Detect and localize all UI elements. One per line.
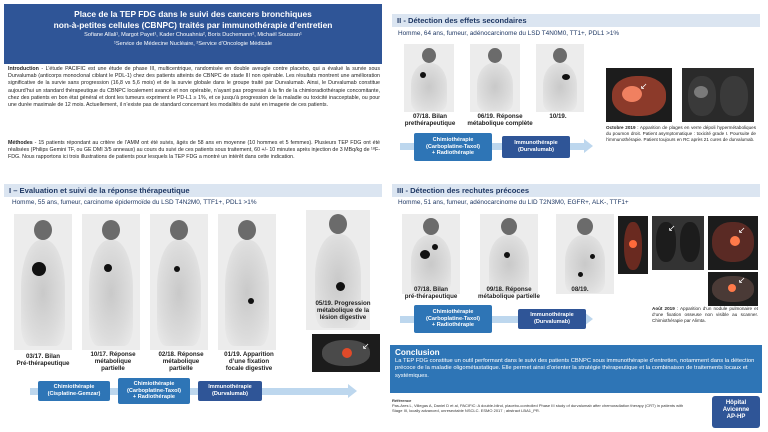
section3-note-text: : Apparition d’un nodule pulmonaire et d’une fixation osseuse non visible au scanner. Chimiothérapie par Alimta. (652, 306, 758, 323)
section2-note-label: Octobre 2019 (606, 125, 636, 130)
introduction-paragraph (8, 66, 380, 109)
introduction-text: - L’étude PACIFIC est une étude de phase III, multicentrique, randomisée en double aveugle contre placebo, qui a évalué la survie sous Durvalumab (anticorps monoclonal ciblant le PDL-1) chez des patients atteints de CBNPC de stade III non opérable. Les résultats montrent une amélioration significative de la survie sans progression (16,8 vs 5,6 mois) et de la survie globale dans le groupe traité par Durvalumab. Ainsi, le Durvalumab constitue aujourd’hui un standard thérapeutique du CBNPC localement avancé et non opérable, n’ayant pas progressé à la fin de la chimioradiothérapie concomitante, chez des patients en bon état général et dont les tumeurs expriment le PD-L1 ≥ 1%, et ce jusqu’à progression de la maladie ou toxicité inacceptable, ou pour une durée maximale de 12 mois. Actuellement, il n’existe pas de standard concernant les modalités de suivi en imagerie de ces patients. (8, 66, 380, 109)
authors: Sofiane Allali¹, Margot Payet¹, Kader Chouahnia², Boris Duchemann², Michaël Soussan¹ (84, 32, 302, 38)
poster-title-line2: non-à-petites cellules (CBNPC) traités par immunothérapie d’entretien (53, 19, 333, 30)
section2-caption-2: 06/19. Réponse métabolique complète (467, 113, 533, 127)
section2-pet-1 (404, 44, 454, 112)
section3-ct-scan: ↙ (652, 216, 704, 270)
section3-note (652, 306, 758, 323)
section1-treatment-1: Chimiothérapie (Cisplatine-Gemzar) (38, 381, 110, 401)
reference-label: Référence (392, 398, 412, 403)
section3-heading: III - Détection des rechutes précoces (392, 184, 760, 197)
introduction-label: Introduction (8, 66, 39, 72)
section2-treatment-2: Immunothérapie (Durvalumab) (502, 136, 570, 158)
section3-pet-ct-fusion: ↙ (708, 216, 758, 270)
section1-caption-3: 02/18. Réponse métabolique partielle (158, 351, 204, 372)
section1-heading: I – Evaluation et suivi de la réponse thérapeutique (4, 184, 382, 197)
reference-text: Pas-Ares L, Villegas A, Daniel D et al, PACIFIC: A double-blind, placebo-controlled Phase III study of durvalumab after chemoradiation therapy (CRT) in patients with Stage III, locally advanced, unresectable NSCLC. ESMO 2017 ; abstract LBA1_PR. (392, 403, 684, 413)
logo-line3: AP-HP (726, 414, 746, 420)
methods-text: - 15 patients répondant au critère de l’AMM ont été suivis, âgés de 58 ans en moyenne (10 hommes et 5 femmes). Plusieurs TEP FDG ont été réalisées (Philips Gemini TF, ou GE DMI 3/5 anneaux) au cours du suivi de ces patients sous traitement, 60 +/- 10 minutes après injection de 3 MBq/kg de ¹⁸F-FDG. Nous rapportons ici trois illustrations de patients pour lesquels la TEP FDG a montré un intérêt dans cette indication. (8, 140, 380, 161)
section3-treatment-1: Chimiothérapie (Carboplatine-Taxol) + Radiothérapie (414, 305, 492, 333)
logo-line1: Hôpital (725, 400, 747, 406)
section2-pet-3 (536, 44, 584, 112)
methods-label: Méthodes (8, 140, 33, 146)
section2-pet-ct-fusion: ↙ (606, 68, 672, 122)
section1-caption-4: 01/19. Apparition d’une fixation focale digestive (224, 351, 274, 372)
section2-ct-scan (682, 68, 754, 122)
section3-pet-2 (480, 214, 538, 294)
section1-caption-5: 05/19. Progression métabolique de la lésion digestive (315, 300, 371, 321)
conclusion-heading: Conclusion (395, 348, 440, 357)
reference-block (392, 398, 692, 413)
section2-treatment-1: Chimiothérapie (Carboplatine-Taxol) + Radiothérapie (414, 133, 492, 161)
section3-treatment-2: Immunothérapie (Durvalumab) (518, 309, 586, 329)
section3-caption-3: 08/19. (571, 286, 589, 293)
section3-pet-1 (402, 214, 460, 294)
section2-note (606, 125, 756, 142)
ct-inset-digestive: ↙ (312, 334, 380, 372)
pet-image-2 (82, 214, 140, 350)
conclusion-box (390, 345, 762, 393)
section3-pet-mip (618, 216, 648, 274)
affiliations: ¹Service de Médecine Nucléaire, ²Service d’Oncologie Médicale (114, 41, 272, 47)
section2-pet-2 (470, 44, 520, 112)
section2-subtitle: Homme, 64 ans, fumeur, adénocarcinome du LSD T4N0M0, TT1+, PDL1 >1% (398, 30, 620, 37)
section1-caption-2: 10/17. Réponse métabolique partielle (90, 351, 136, 372)
pet-image-4 (218, 214, 276, 350)
section3-caption-2: 09/18. Réponse métabolique partielle (478, 286, 540, 300)
section1-treatment-3: Immunothérapie (Durvalumab) (198, 381, 262, 401)
logo-line2: Avicenne (722, 407, 750, 413)
section1-caption-1: 03/17. Bilan Pré-thérapeutique (16, 353, 70, 367)
section3-note-label: Août 2019 (652, 306, 675, 311)
section3-bone-fusion: ↙ (708, 272, 758, 306)
section1-subtitle: Homme, 55 ans, fumeur, carcinome épidermoïde du LSD T4N2M0, TTF1+, PDL1 >1% (12, 199, 257, 206)
methods-paragraph (8, 140, 380, 162)
section3-caption-1: 07/18. Bilan pré-thérapeutique (404, 286, 458, 300)
section3-subtitle: Homme, 51 ans, fumeur, adénocarcinome du LID T2N3M0, EGFR+, ALK-, TTF1+ (398, 199, 629, 206)
poster-title-banner (4, 4, 382, 64)
section2-note-text: : Apparition de plages en verre dépoli hypermétaboliques du poumon droit. Patient asymptomatique : toxicité grade I. Poursuite de l’immunothérapie. Patient toujours en RC après 21 cures de durvalumab. (606, 125, 757, 142)
pet-image-1 (14, 214, 72, 350)
poster-title (4, 4, 382, 30)
conclusion-text: La TEP FDG constitue un outil performant dans le suivi des patients CBNPC sous immunothérapie d’entretien, notamment dans la détection précoce de la maladie oligométastatique. Elle permet ainsi d’orienter la stratégie thérapeutique et la combinaison de traitements locaux et systémiques. (395, 358, 755, 379)
poster-title-line1: Place de la TEP FDG dans le suivi des cancers bronchiques (74, 9, 312, 19)
section2-timeline-arrow (584, 139, 593, 153)
section2-caption-1: 07/18. Bilan prethérapeutique (404, 113, 456, 127)
hospital-logo (712, 396, 760, 428)
pet-image-3 (150, 214, 208, 350)
section3-pet-3 (556, 214, 614, 294)
section2-caption-3: 10/19. (549, 113, 567, 120)
section2-heading: II - Détection des effets secondaires (392, 14, 760, 27)
section1-timeline-arrow (348, 384, 357, 398)
section1-treatment-2: Chimiothérapie (Carboplatine-Taxol) + Radiothérapie (118, 378, 190, 404)
